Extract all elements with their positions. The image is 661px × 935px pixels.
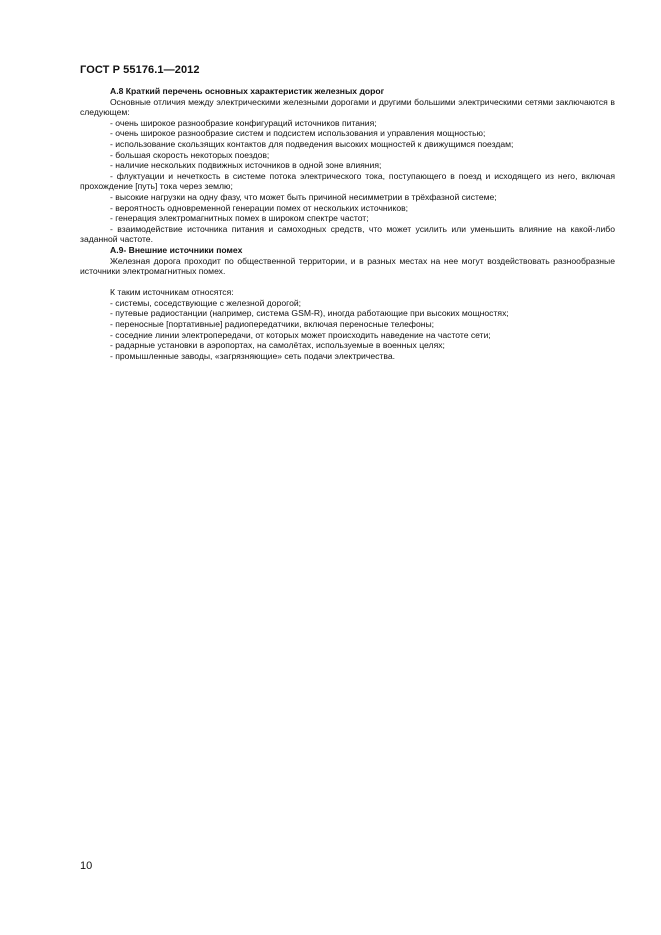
list-item: - очень широкое разнообразие конфигураций источников питания; <box>110 117 377 128</box>
list-item: - использование скользящих контактов для подведения высоких мощностей к движущимся поездам; <box>110 138 514 149</box>
list-item: - флуктуации и нечеткость в системе потока электрического тока, поступающего в поезд и исходящего из него, включая прохождение [путь] тока через землю; <box>80 170 615 192</box>
list-item: - промышленные заводы, «загрязняющие» сеть подачи электричества. <box>110 350 395 361</box>
list-item: - переносные [портативные] радиопередатчики, включая переносные телефоны; <box>110 319 435 330</box>
page-content <box>80 86 615 361</box>
sources-intro: К таким источникам относятся: <box>110 287 234 298</box>
list-item: - вероятность одновременной генерации помех от нескольких источников; <box>110 202 409 213</box>
list-item: - путевые радиостанции (например, система GSM-R), иногда работающие при высоких мощностях; <box>110 308 509 319</box>
page-number: 10 <box>80 860 93 872</box>
document-code-header: ГОСТ Р 55176.1—2012 <box>80 64 200 76</box>
list-item: - наличие нескольких подвижных источников в одной зоне влияния; <box>110 160 382 171</box>
section-a9-heading: А.9- Внешние источники помех <box>110 244 243 255</box>
list-item: - большая скорость некоторых поездов; <box>110 149 270 160</box>
list-item: - взаимодействие источника питания и самоходных средств, что может усилить или уменьшить влияние на какой-либо заданной частоте. <box>80 223 615 245</box>
list-item: - высокие нагрузки на одну фазу, что может быть причиной несимметрии в трёхфазной системе; <box>110 191 497 202</box>
section-a8-heading: А.8 Краткий перечень основных характеристик железных дорог <box>110 86 385 96</box>
list-item: - генерация электромагнитных помех в широком спектре частот; <box>110 213 369 224</box>
blank-line <box>80 277 615 288</box>
section-a8-intro: Основные отличия между электрическими железными дорогами и другими большими электрическими сетями заключаются в следующем: <box>80 96 615 118</box>
list-item: - радарные установки в аэропортах, на самолётах, используемые в военных целях; <box>110 340 445 351</box>
list-item: - очень широкое разнообразие систем и подсистем использования и управления мощностью; <box>110 128 486 139</box>
list-item: - соседние линии электропередачи, от которых может происходить наведение на частоте сети; <box>110 329 491 340</box>
section-a9-intro: Железная дорога проходит по общественной территории, и в разных местах на нее могут воздействовать разнообразные источники электромагнитных помех. <box>80 255 615 277</box>
list-item: - системы, соседствующие с железной дорогой; <box>110 297 302 308</box>
